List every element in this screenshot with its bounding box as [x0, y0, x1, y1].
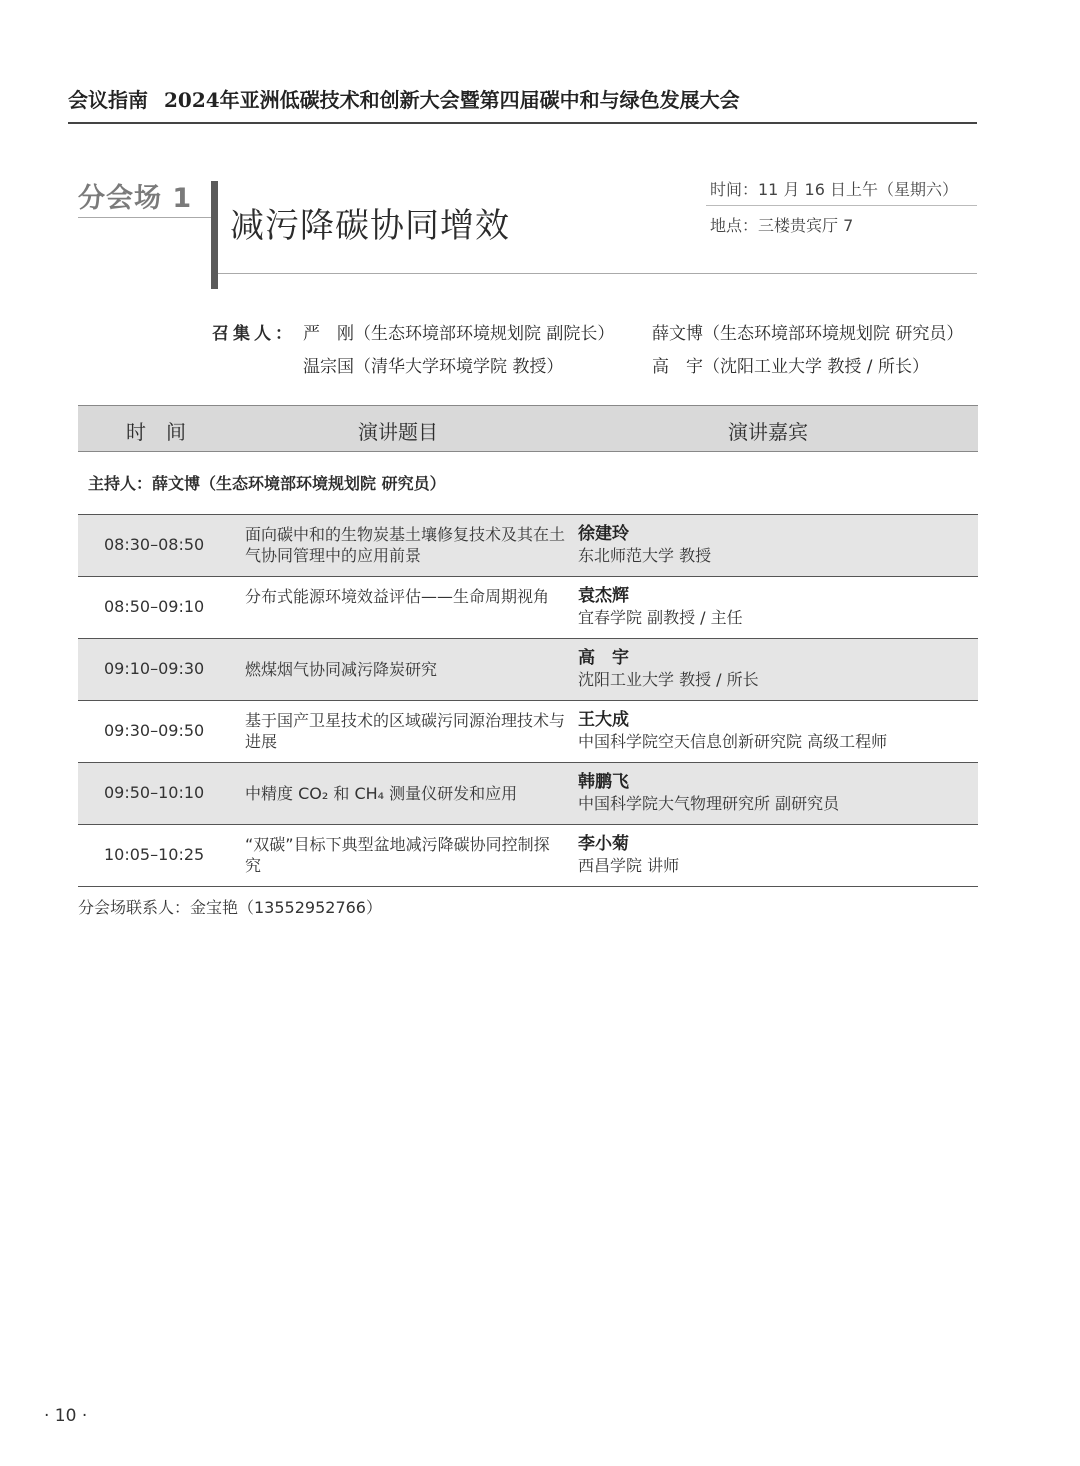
table-row — [78, 825, 978, 887]
row-speaker — [578, 524, 711, 566]
table-row — [78, 639, 978, 701]
speaker-affiliation: 东北师范大学 教授 — [578, 546, 712, 565]
row-topic: 燃煤烟气协同减污降炭研究 — [245, 660, 438, 679]
speaker-affiliation: 宜春学院 副教授 / 主任 — [578, 608, 743, 627]
session-meta-rule — [706, 205, 977, 206]
convener-1: 严 刚（生态环境部环境规划院 副院长） — [303, 324, 615, 344]
session-contact: 分会场联系人：金宝艳（13552952766） — [78, 898, 382, 917]
conveners-label: 召集人： — [212, 324, 296, 344]
row-speaker — [578, 648, 759, 690]
header-speaker: 演讲嘉宾 — [728, 420, 808, 444]
speaker-affiliation: 沈阳工业大学 教授 / 所长 — [578, 670, 759, 689]
session-time: 时间：11 月 16 日上午（星期六） — [710, 180, 958, 199]
row-time: 08:30–08:50 — [104, 535, 205, 554]
row-time: 09:10–09:30 — [104, 659, 205, 678]
speaker-affiliation: 中国科学院空天信息创新研究院 高级工程师 — [578, 732, 888, 751]
convener-3: 温宗国（清华大学环境学院 教授） — [303, 357, 564, 377]
row-topic: 中精度 CO₂ 和 CH₄ 测量仪研发和应用 — [245, 784, 518, 803]
table-row — [78, 515, 978, 577]
page-number: · 10 · — [44, 1406, 88, 1426]
speaker-name: 徐建玲 — [578, 524, 629, 544]
speaker-name: 高 宇 — [578, 648, 629, 668]
row-topic: 面向碳中和的生物炭基土壤修复技术及其在土气协同管理中的应用前景 — [245, 525, 566, 565]
running-header-conference: 2024年亚洲低碳技术和创新大会暨第四届碳中和与绿色发展大会 — [164, 88, 740, 112]
speaker-name: 王大成 — [578, 710, 629, 730]
row-time: 09:30–09:50 — [104, 721, 205, 740]
speaker-name: 韩鹏飞 — [578, 772, 629, 792]
speaker-affiliation: 中国科学院大气物理研究所 副研究员 — [578, 794, 840, 813]
session-location: 地点：三楼贵宾厅 7 — [710, 216, 854, 235]
running-header — [68, 84, 740, 113]
header-topic: 演讲题目 — [358, 420, 438, 444]
session-title: 减污降碳协同增效 — [230, 206, 510, 246]
schedule-table — [78, 405, 978, 887]
table-row — [78, 701, 978, 763]
host-line: 主持人：薛文博（生态环境部环境规划院 研究员） — [88, 474, 446, 493]
speaker-affiliation: 西昌学院 讲师 — [578, 856, 680, 875]
row-time: 09:50–10:10 — [104, 783, 205, 802]
convener-2: 薛文博（生态环境部环境规划院 研究员） — [652, 324, 964, 344]
session-number: 分会场 1 — [78, 183, 193, 214]
row-speaker — [578, 772, 839, 814]
table-header — [78, 405, 978, 452]
row-speaker — [578, 834, 679, 876]
session-title-rule — [218, 273, 977, 274]
row-speaker — [578, 586, 743, 628]
header-divider — [68, 122, 977, 124]
table-row — [78, 763, 978, 825]
session-accent-bar — [211, 181, 218, 289]
speaker-name: 李小菊 — [578, 834, 629, 854]
speaker-name: 袁杰辉 — [578, 586, 629, 606]
convener-4: 高 宇（沈阳工业大学 教授 / 所长） — [652, 357, 929, 377]
row-speaker — [578, 710, 887, 752]
row-time: 10:05–10:25 — [104, 845, 205, 864]
session-number-rule — [78, 217, 211, 218]
header-time: 时 间 — [126, 420, 186, 444]
row-topic: 分布式能源环境效益评估——生命周期视角 — [245, 587, 550, 606]
row-topic: “双碳”目标下典型盆地减污降碳协同控制探究 — [245, 835, 550, 875]
row-time: 08:50–09:10 — [104, 597, 205, 616]
row-topic: 基于国产卫星技术的区域碳污同源治理技术与进展 — [245, 711, 566, 751]
table-row — [78, 577, 978, 639]
running-header-section: 会议指南 — [68, 88, 148, 112]
